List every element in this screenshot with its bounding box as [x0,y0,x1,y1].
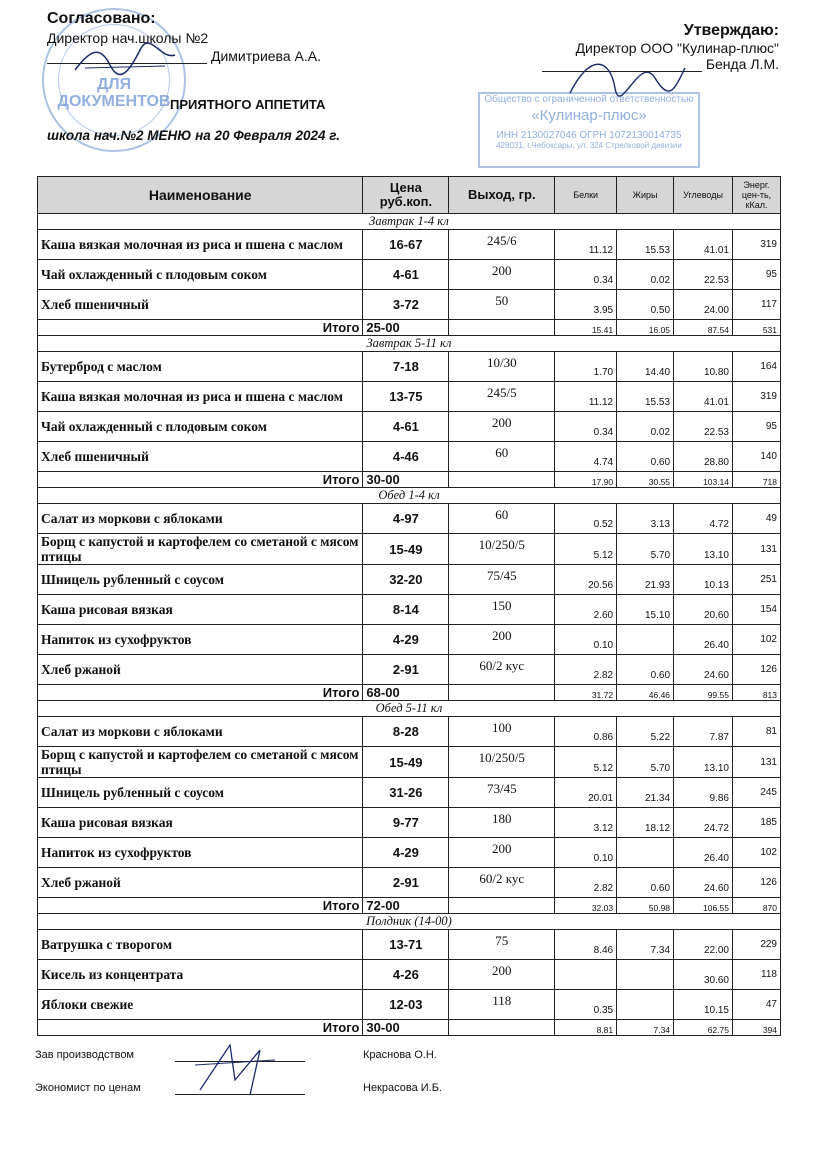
dish-price: 15-49 [363,747,449,778]
dish-fat [617,960,674,990]
approved-title: Согласовано: [47,10,156,27]
confirm-title: Утверждаю: [683,22,779,39]
dish-price: 4-97 [363,504,449,534]
section-row [38,701,781,717]
dish-output: 200 [449,838,555,868]
dish-protein: 3.95 [555,290,617,320]
dish-fat: 0.60 [617,868,674,898]
dish-name: Салат из моркови с яблоками [38,504,363,534]
section-title: Завтрак 5-11 кл [38,336,781,352]
table-row [38,352,781,382]
company-stamp-line3: ИНН 2130027046 ОГРН 1072130014735 [496,130,682,141]
total-output [449,320,555,336]
dish-fat: 0.60 [617,655,674,685]
dish-carbs: 24.72 [674,808,733,838]
approved-position: Директор нач.школы №2 [47,30,209,46]
signature-scribble [190,1040,280,1100]
dish-protein [555,960,617,990]
dish-protein: 0.86 [555,717,617,747]
dish-name: Салат из моркови с яблоками [38,717,363,747]
section-row [38,214,781,230]
dish-protein: 0.10 [555,625,617,655]
dish-protein: 0.34 [555,412,617,442]
menu-table [37,176,781,1036]
dish-protein: 5.12 [555,747,617,778]
dish-price: 4-26 [363,960,449,990]
dish-price: 15-49 [363,534,449,565]
dish-price: 2-91 [363,868,449,898]
dish-carbs: 22.00 [674,930,733,960]
col-header-protein: Белки [555,177,617,214]
section-title: Обед 1-4 кл [38,488,781,504]
dish-energy: 126 [732,868,780,898]
dish-fat: 5.70 [617,534,674,565]
dish-protein: 8.46 [555,930,617,960]
table-row [38,565,781,595]
dish-protein: 2.60 [555,595,617,625]
dish-energy: 47 [732,990,780,1020]
dish-protein: 11.12 [555,382,617,412]
dish-name: Хлеб пшеничный [38,442,363,472]
company-stamp-line4: 428031, г.Чебоксары, ул. 324 Стрелковой дивизии [496,141,682,150]
total-output [449,1020,555,1036]
table-row [38,595,781,625]
dish-output: 75/45 [449,565,555,595]
dish-output: 73/45 [449,778,555,808]
dish-energy: 117 [732,290,780,320]
table-row [38,747,781,778]
dish-fat: 0.60 [617,442,674,472]
total-label: Итого [38,1020,363,1036]
table-row [38,930,781,960]
dish-output: 10/250/5 [449,747,555,778]
dish-energy: 164 [732,352,780,382]
total-label: Итого [38,685,363,701]
total-fat: 30.55 [617,472,674,488]
table-row [38,290,781,320]
dish-name: Борщ с капустой и картофелем со сметаной с мясом птицы [38,534,363,565]
dish-fat: 5.70 [617,747,674,778]
dish-name: Каша рисовая вязкая [38,595,363,625]
dish-protein: 2.82 [555,868,617,898]
dish-energy: 102 [732,625,780,655]
signature-scribble [70,40,180,80]
total-protein: 15.41 [555,320,617,336]
dish-fat: 15.10 [617,595,674,625]
company-stamp-line2: «Кулинар-плюс» [531,107,647,124]
dish-price: 16-67 [363,230,449,260]
dish-energy: 131 [732,747,780,778]
total-fat: 16.05 [617,320,674,336]
total-energy: 813 [732,685,780,701]
dish-name: Хлеб пшеничный [38,290,363,320]
total-energy: 718 [732,472,780,488]
dish-name: Бутерброд с маслом [38,352,363,382]
total-fat: 50.98 [617,898,674,914]
dish-price: 3-72 [363,290,449,320]
dish-carbs: 22.53 [674,412,733,442]
dish-carbs: 10.13 [674,565,733,595]
dish-name: Хлеб ржаной [38,655,363,685]
total-output [449,685,555,701]
dish-price: 13-71 [363,930,449,960]
dish-carbs: 24.60 [674,868,733,898]
dish-carbs: 7.87 [674,717,733,747]
footer-role-economist: Экономист по ценам [35,1082,141,1094]
dish-output: 180 [449,808,555,838]
dish-price: 9-77 [363,808,449,838]
dish-output: 60 [449,504,555,534]
table-row [38,504,781,534]
dish-output: 60/2 кус [449,655,555,685]
total-energy: 870 [732,898,780,914]
dish-energy: 154 [732,595,780,625]
dish-name: Напиток из сухофруктов [38,625,363,655]
dish-fat: 0.02 [617,260,674,290]
total-protein: 17.90 [555,472,617,488]
table-row [38,534,781,565]
total-carbs: 99.55 [674,685,733,701]
dish-fat: 18.12 [617,808,674,838]
total-row [38,320,781,336]
total-row [38,1020,781,1036]
dish-protein: 3.12 [555,808,617,838]
total-row [38,472,781,488]
approved-name: Димитриева А.А. [211,48,321,64]
dish-output: 150 [449,595,555,625]
dish-fat [617,838,674,868]
dish-price: 13-75 [363,382,449,412]
table-row [38,230,781,260]
dish-energy: 140 [732,442,780,472]
total-energy: 394 [732,1020,780,1036]
signature-scribble [560,48,690,108]
total-price: 68-00 [363,685,449,701]
dish-carbs: 26.40 [674,625,733,655]
total-output [449,898,555,914]
dish-fat: 0.50 [617,290,674,320]
dish-price: 32-20 [363,565,449,595]
dish-name: Напиток из сухофруктов [38,838,363,868]
footer-name-production: Краснова О.Н. [363,1049,437,1061]
dish-fat [617,990,674,1020]
total-carbs: 62.75 [674,1020,733,1036]
section-title: Обед 5-11 кл [38,701,781,717]
dish-protein: 5.12 [555,534,617,565]
dish-price: 31-26 [363,778,449,808]
company-stamp-line1: Общество с ограниченной ответственностью [484,94,694,105]
table-row [38,412,781,442]
dish-energy: 245 [732,778,780,808]
total-carbs: 103.14 [674,472,733,488]
col-header-carbs: Углеводы [674,177,733,214]
dish-energy: 251 [732,565,780,595]
col-header-fat: Жиры [617,177,674,214]
dish-protein: 20.56 [555,565,617,595]
dish-carbs: 10.15 [674,990,733,1020]
dish-name: Чай охлажденный с плодовым соком [38,260,363,290]
dish-output: 75 [449,930,555,960]
dish-output: 118 [449,990,555,1020]
dish-price: 2-91 [363,655,449,685]
total-label: Итого [38,898,363,914]
dish-energy: 319 [732,230,780,260]
table-row [38,960,781,990]
col-header-output: Выход, гр. [449,177,555,214]
dish-output: 245/5 [449,382,555,412]
total-label: Итого [38,472,363,488]
section-title: Полдник (14-00) [38,914,781,930]
dish-energy: 126 [732,655,780,685]
table-row [38,655,781,685]
section-row [38,336,781,352]
dish-protein: 0.35 [555,990,617,1020]
dish-fat: 21.34 [617,778,674,808]
dish-price: 4-46 [363,442,449,472]
dish-fat: 15.53 [617,230,674,260]
dish-carbs: 4.72 [674,504,733,534]
dish-carbs: 28.80 [674,442,733,472]
dish-price: 4-61 [363,260,449,290]
dish-energy: 229 [732,930,780,960]
dish-price: 4-29 [363,838,449,868]
col-header-name: Наименование [38,177,363,214]
total-carbs: 106.55 [674,898,733,914]
table-row [38,990,781,1020]
dish-output: 245/6 [449,230,555,260]
dish-output: 200 [449,960,555,990]
dish-energy: 102 [732,838,780,868]
dish-fat: 15.53 [617,382,674,412]
dish-output: 60 [449,442,555,472]
total-row [38,685,781,701]
dish-carbs: 41.01 [674,382,733,412]
dish-carbs: 24.60 [674,655,733,685]
table-row [38,442,781,472]
dish-protein: 0.52 [555,504,617,534]
dish-energy: 95 [732,412,780,442]
round-stamp-text: ДЛЯ ДОКУМЕНТОВ [57,76,171,110]
dish-carbs: 9.86 [674,778,733,808]
footer-row-economist [35,1082,442,1094]
dish-energy: 49 [732,504,780,534]
dish-carbs: 20.60 [674,595,733,625]
dish-output: 200 [449,625,555,655]
dish-price: 4-61 [363,412,449,442]
dish-output: 200 [449,260,555,290]
dish-name: Яблоки свежие [38,990,363,1020]
dish-energy: 319 [732,382,780,412]
table-row [38,717,781,747]
dish-name: Ватрушка с творогом [38,930,363,960]
dish-carbs: 22.53 [674,260,733,290]
dish-price: 7-18 [363,352,449,382]
dish-energy: 131 [732,534,780,565]
table-row [38,868,781,898]
dish-fat: 0.02 [617,412,674,442]
dish-name: Шницель рубленный с соусом [38,778,363,808]
total-carbs: 87.54 [674,320,733,336]
dish-price: 8-28 [363,717,449,747]
dish-fat: 14.40 [617,352,674,382]
dish-fat: 7.34 [617,930,674,960]
col-header-price: Цена руб.коп. [363,177,449,214]
dish-output: 10/30 [449,352,555,382]
dish-carbs: 10.80 [674,352,733,382]
dish-output: 50 [449,290,555,320]
total-label: Итого [38,320,363,336]
dish-name: Чай охлажденный с плодовым соком [38,412,363,442]
dish-price: 8-14 [363,595,449,625]
dish-name: Борщ с капустой и картофелем со сметаной с мясом птицы [38,747,363,778]
total-price: 72-00 [363,898,449,914]
dish-name: Каша вязкая молочная из риса и пшена с маслом [38,382,363,412]
dish-protein: 20.01 [555,778,617,808]
dish-name: Шницель рубленный с соусом [38,565,363,595]
dish-name: Каша вязкая молочная из риса и пшена с маслом [38,230,363,260]
confirm-position: Директор ООО "Кулинар-плюс" [575,40,779,56]
table-row [38,808,781,838]
dish-protein: 2.82 [555,655,617,685]
col-header-energy: Энерг. цен-ть, кКал. [732,177,780,214]
total-protein: 8.81 [555,1020,617,1036]
dish-fat [617,625,674,655]
section-row [38,914,781,930]
total-price: 30-00 [363,472,449,488]
dish-fat: 3.13 [617,504,674,534]
dish-fat: 5.22 [617,717,674,747]
page-subtitle: школа нач.№2 МЕНЮ на 20 Февраля 2024 г. [47,128,341,143]
dish-price: 4-29 [363,625,449,655]
dish-protein: 11.12 [555,230,617,260]
table-row [38,382,781,412]
dish-energy: 185 [732,808,780,838]
total-output [449,472,555,488]
dish-protein: 4.74 [555,442,617,472]
total-fat: 7.34 [617,1020,674,1036]
total-fat: 46.46 [617,685,674,701]
dish-output: 60/2 кус [449,868,555,898]
total-price: 25-00 [363,320,449,336]
dish-fat: 21.93 [617,565,674,595]
total-protein: 32.03 [555,898,617,914]
dish-name: Каша рисовая вязкая [38,808,363,838]
section-title: Завтрак 1-4 кл [38,214,781,230]
table-row [38,838,781,868]
total-row [38,898,781,914]
total-price: 30-00 [363,1020,449,1036]
dish-protein: 0.34 [555,260,617,290]
dish-carbs: 13.10 [674,534,733,565]
total-protein: 31.72 [555,685,617,701]
dish-carbs: 13.10 [674,747,733,778]
dish-output: 200 [449,412,555,442]
dish-output: 10/250/5 [449,534,555,565]
table-row [38,778,781,808]
page-title: ПРИЯТНОГО АППЕТИТА [170,97,326,112]
table-row [38,625,781,655]
total-energy: 531 [732,320,780,336]
dish-carbs: 24.00 [674,290,733,320]
confirm-name: Бенда Л.М. [705,56,779,72]
dish-protein: 0.10 [555,838,617,868]
table-header-row [38,177,781,214]
dish-carbs: 30.60 [674,960,733,990]
dish-energy: 95 [732,260,780,290]
dish-output: 100 [449,717,555,747]
dish-carbs: 41.01 [674,230,733,260]
dish-name: Кисель из концентрата [38,960,363,990]
dish-protein: 1.70 [555,352,617,382]
dish-price: 12-03 [363,990,449,1020]
footer-role-production: Зав производством [35,1049,134,1061]
footer-row-production [35,1049,437,1061]
section-row [38,488,781,504]
table-row [38,260,781,290]
dish-name: Хлеб ржаной [38,868,363,898]
dish-carbs: 26.40 [674,838,733,868]
dish-energy: 81 [732,717,780,747]
footer-name-economist: Некрасова И.Б. [363,1082,442,1094]
dish-energy: 118 [732,960,780,990]
